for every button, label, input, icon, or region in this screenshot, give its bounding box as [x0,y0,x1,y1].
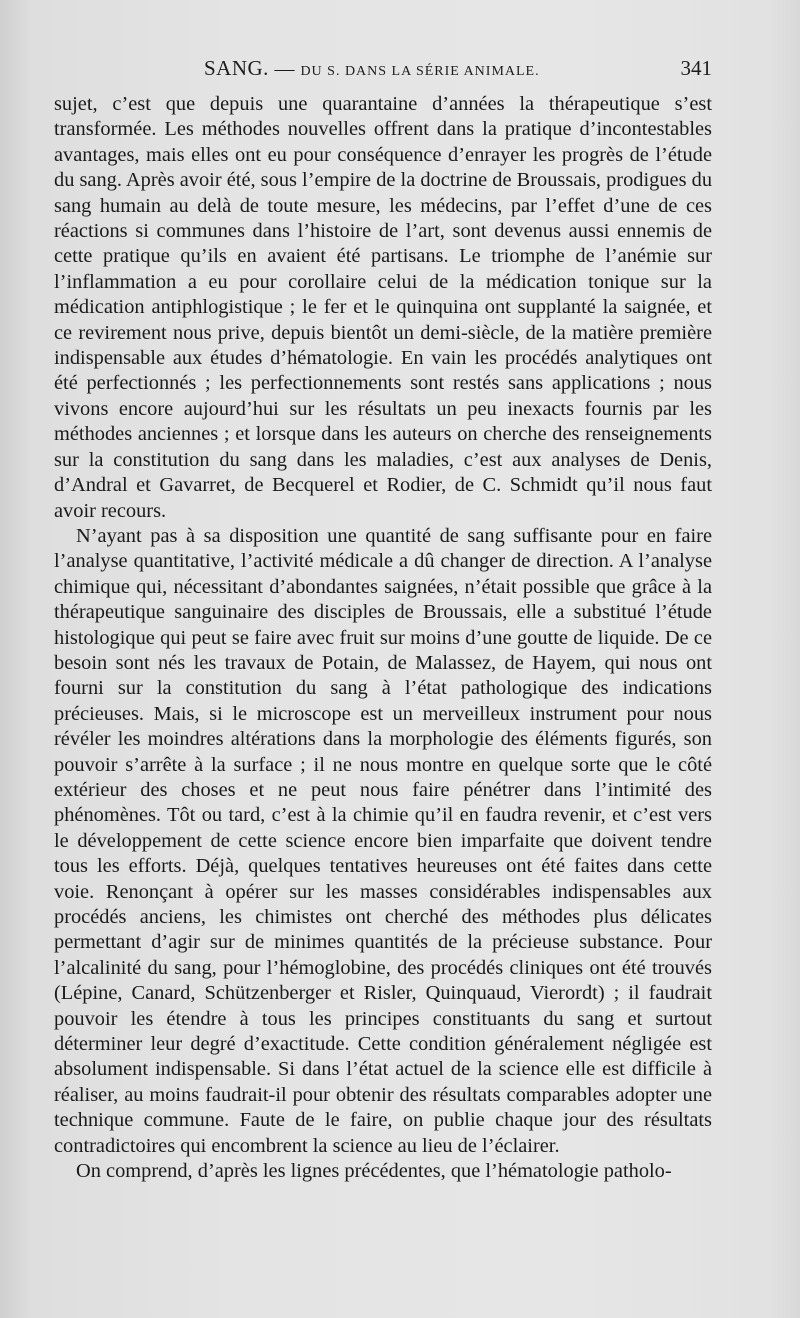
running-title-dash: — [268,58,301,80]
running-title-sub: DU S. DANS LA SÉRIE ANIMALE. [300,64,540,79]
running-title [204,56,540,81]
paragraph: N’ayant pas à sa disposition une quantité de sang suffisante pour en faire l’analyse quantitative, l’activité médicale a dû changer de direction. A l’analyse chimique qui, nécessitant d’abondantes saignées, n’était possible que grâce à la thérapeutique sanguinaire des disciples de Broussais, elle a substitué l’étude histologique qui peut se faire avec fruit sur moins d’une goutte de liquide. De ce besoin sont nés les travaux de Potain, de Malassez, de Hayem, qui nous ont fourni sur la constitution du sang à l’état pathologique des indications précieuses. Mais, si le microscope est un merveilleux instrument pour nous révéler les moindres altérations dans la morphologie des éléments figurés, son pouvoir s’arrête à la surface ; il ne nous montre en quelque sorte que le côté extérieur des choses et ne peut nous faire pénétrer dans l’intimité des phénomènes. Tôt ou tard, c’est à la chimie qu’il en faudra revenir, et c’est vers le développement de cette science encore bien imparfaite que doivent tendre tous les efforts. Déjà, quelques tentatives heureuses ont été faites dans cette voie. Renonçant à opérer sur les masses considérables indispensables aux procédés anciens, les chimistes ont cherché des méthodes plus délicates permettant d’agir sur de minimes quantités de la précieuse substance. Pour l’alcalinité du sang, pour l’hémoglobine, des procédés cliniques ont été trouvés (Lépine, Canard, Schützenberger et Risler, Quinquaud, Vierordt) ; il faudrait pouvoir les étendre à tous les principes constituants du sang et surtout déterminer leur degré d’exactitude. Cette condition généralement négligée est absolument indispensable. Si dans l’état actuel de la science elle est difficile à réaliser, au moins faudrait-il pour obtenir des résultats comparables adopter une technique commune. Faute de le faire, on publie chaque jour des résultats contradictoires qui encombrent la science au lieu de l’éclairer. [54,524,712,1157]
running-header [54,56,712,86]
paragraph: On comprend, d’après les lignes précédentes, que l’hématologie patholo- [76,1160,672,1183]
paragraph: sujet, c’est que depuis une quarantaine d’années la thérapeutique s’est transformée. Les méthodes nouvelles offrent dans la pratique d’incontestables avantages, mais elles ont eu pour conséquence d’enrayer les progrès de l’étude du sang. Après avoir été, sous l’empire de la doctrine de Broussais, prodigues du sang humain au delà de toute mesure, les médecins, par l’effet d’une de ces réactions si communes dans l’histoire de l’art, sont devenus aussi ennemis de cette pratique qu’ils en avaient été partisans. Le triomphe de l’anémie sur l’inflammation a eu pour corollaire celui de la médication tonique sur la médication antiphlogistique ; le fer et le quinquina ont supplanté la saignée, et ce revirement nous prive, depuis bientôt un demi-siècle, de la matière première indispensable aux études d’hématologie. En vain les procédés analytiques ont été perfectionnés ; les perfectionnements sont restés sans applications ; nous vivons encore aujourd’hui sur les résultats un peu inexacts fournis par les méthodes anciennes ; et lorsque dans les auteurs on cherche des renseignements sur la constitution du sang dans les maladies, c’est aux analyses de Denis, d’Andral et Gavarret, de Becquerel et Rodier, de C. Schmidt qu’il nous faut avoir recours. [54,93,713,522]
running-title-main: SANG. [204,56,269,80]
page-number: 341 [680,56,712,80]
body-text [54,92,712,1184]
